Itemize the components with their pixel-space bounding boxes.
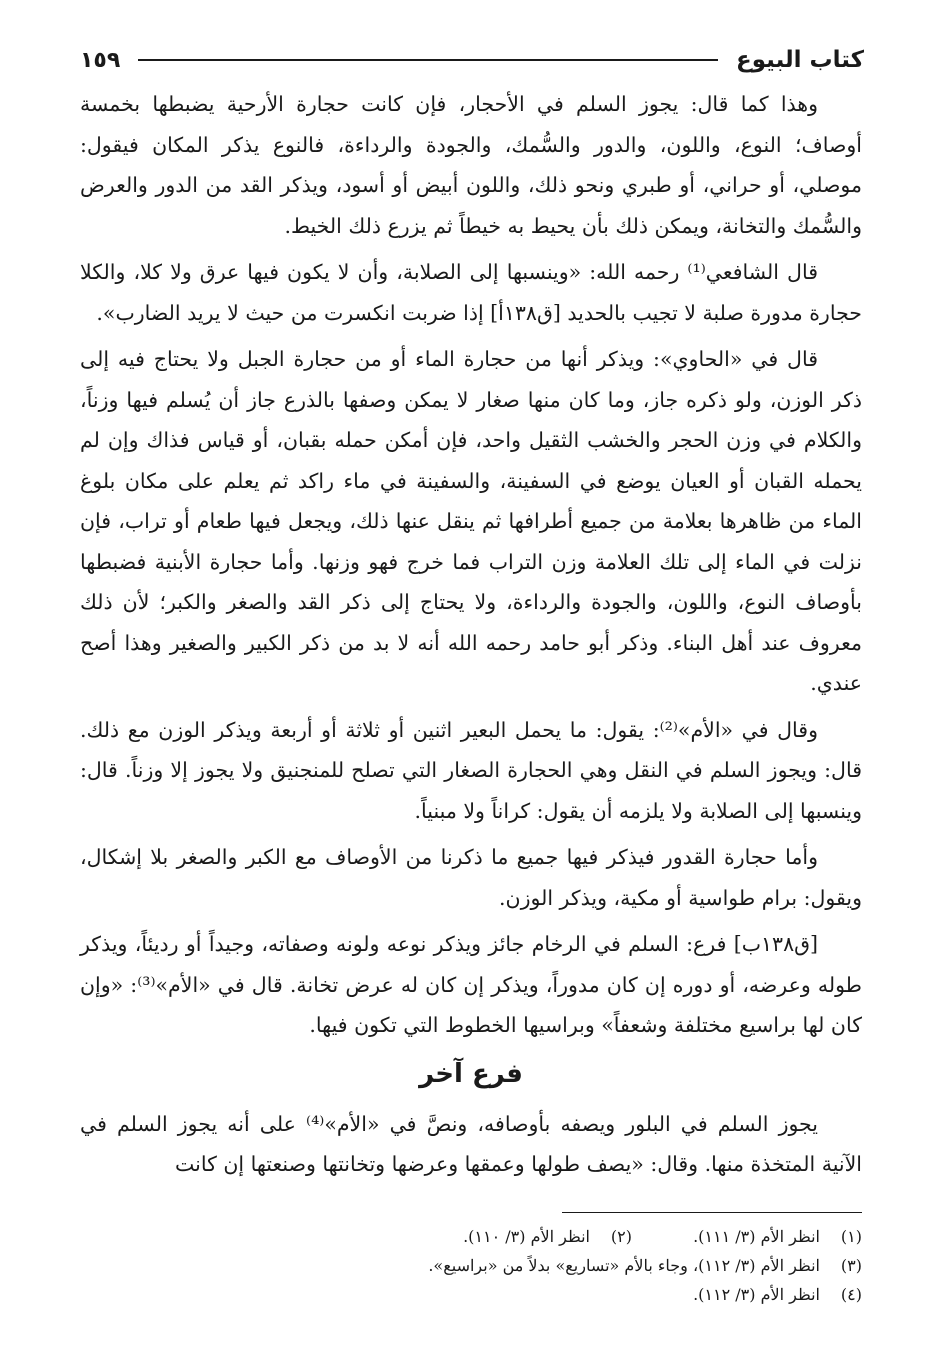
footnote-text: انظر الأم (٣/ ١١٢)، وجاء بالأم «تساريع» بدلاً من «براسيع».: [428, 1256, 820, 1275]
paragraph-5: وأما حجارة القدور فيذكر فيها جميع ما ذكرنا من الأوصاف مع الكبر والصغر بلا إشكال، ويقول: برام طواسية أو مكية، ويذكر الوزن.: [80, 845, 862, 910]
page-number: ١٥٩: [80, 47, 121, 73]
footnote-1: [632, 1222, 862, 1251]
footnote-3: [428, 1251, 862, 1280]
footnote-4: [632, 1280, 862, 1309]
section-heading: فرع آخر: [419, 1058, 523, 1089]
footnote-number: (٤): [840, 1285, 862, 1304]
footnote-row: [80, 1280, 862, 1309]
footnote-text: انظر الأم (٣/ ١١٢).: [693, 1285, 820, 1304]
main-text: [80, 84, 862, 1191]
book-title: كتاب البيوع: [736, 47, 864, 73]
footnote-2: [402, 1222, 632, 1251]
footnote-number: (١): [840, 1227, 862, 1246]
paragraph-3: قال في «الحاوي»: ويذكر أنها من حجارة الماء أو من حجارة الجبل ولا يحتاج فيه إلى ذكر الوزن، ولو ذكره جاز، وما كان منها صغار لا يمكن وصفها بالذرع جاز أن يُسلم فيها وزناً، والكلام في وزن الحجر والخشب الثقيل واحد، فإن أمكن حمله بقبان، أو قياس فذاك وإن لم يحمله القبان أو العيان يوضع في السفينة، والسفينة في ماء راكد ثم يعلم على مكان بلوغ الماء من ظاهرها بعلامة من جميع أطرافها ثم ينقل عنها ذلك، ويجعل فيها طعام أو تراب، فإن نزلت في الماء إلى تلك العلامة وزن التراب فما خرج فهو وزنها. وأما حجارة الأبنية فضبطها بأوصاف النوع، واللون، والجودة والرداءة، ولا يحتاج إلى ذكر القد والصغر والكبر؛ لأن ذلك معروف عند أهل البناء. وذكر أبو حامد رحمه الله أنه لا بد من ذكر الكبير والصغير وهذا أصح عندي.: [80, 347, 862, 695]
footnote-number: (٣): [840, 1256, 862, 1275]
footnotes: [80, 1222, 862, 1309]
footnote-row: [80, 1251, 862, 1280]
header-rule: [138, 59, 718, 61]
footnote-rule: [562, 1212, 862, 1213]
footnote-number: (٢): [610, 1227, 632, 1246]
paragraph-2: قال الشافعي⁽¹⁾ رحمه الله: «وينسبها إلى الصلابة، وأن لا يكون فيها عرق ولا كلا، والكلا حجارة مدورة صلبة لا تجيب بالحديد [ق١٣٨أ] إذا ضربت انكسرت من حيث لا يريد الضارب».: [80, 260, 862, 325]
running-header: [80, 38, 864, 82]
paragraph-7: يجوز السلم في البلور ويصفه بأوصافه، ونصَّ في «الأم»⁽⁴⁾ على أنه يجوز السلم في الآنية المتخذة منها. وقال: «يصف طولها وعمقها وعرضها وتخانتها وصنعتها إن كانت: [80, 1111, 862, 1176]
paragraph-6: [ق١٣٨ب] فرع: السلم في الرخام جائز ويذكر نوعه ولونه وصفاته، وجيداً أو رديئاً، ويذكر طوله وعرضه، أو دوره إن كان مدوراً، ويذكر إن كان له عرض تخانة. قال في «الأم»⁽³⁾: «وإن كان لها براسيع مختلفة وشعفاً» وبراسيها الخطوط التي تكون فيها.: [80, 932, 862, 1037]
paragraph-1: وهذا كما قال: يجوز السلم في الأحجار، فإن كانت حجارة الأرحية يضبطها بخمسة أوصاف؛ النوع، واللون، والدور والسُّمك، والجودة والرداءة، فالنوع يذكر المكان فيقول: موصلي، أو حراني، أو طبري ونحو ذلك، واللون أبيض أو أسود، ويذكر القد من الدور والعرض والسُّمك والتخانة، ويمكن ذلك بأن يحيط به خيطاً ثم يزرع ذلك الخيط.: [80, 92, 862, 238]
footnote-row: [80, 1222, 862, 1251]
footnote-text: انظر الأم (٣/ ١١٠).: [463, 1227, 590, 1246]
paragraph-4: وقال في «الأم»⁽²⁾: يقول: ما يحمل البعير اثنين أو ثلاثة أو أربعة ويذكر الوزن مع ذلك. قال: ويجوز السلم في النقل وهي الحجارة الصغار التي تصلح للمنجنيق ولا يجوز إلا وزناً. قال: وينسبها إلى الصلابة ولا يلزمه أن يقول: كراناً ولا مبنياً.: [80, 717, 862, 823]
footnote-text: انظر الأم (٣/ ١١١).: [693, 1227, 820, 1246]
